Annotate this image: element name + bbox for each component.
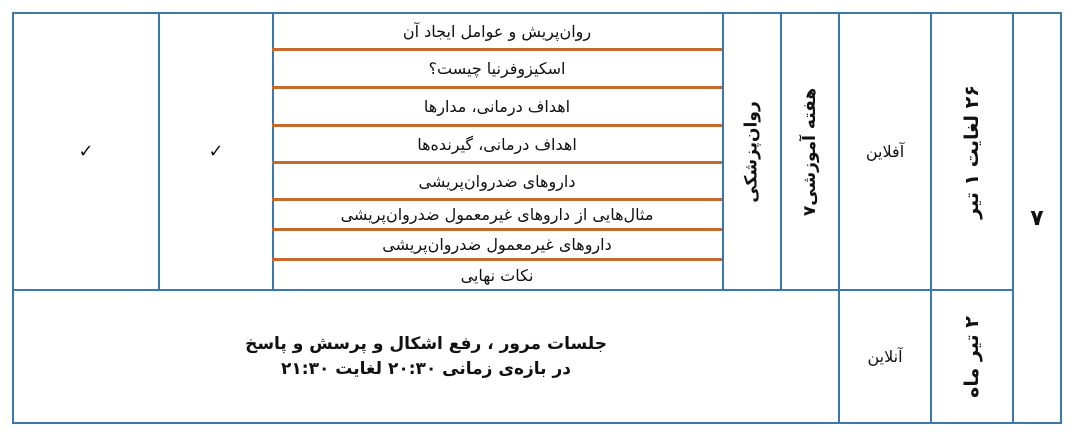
row-number [1014, 14, 1060, 422]
session-time: در بازه‌ی زمانی ۲۰:۳۰ لغایت ۲۱:۳۰ [281, 358, 571, 379]
check-icon [160, 14, 272, 289]
week-cell [782, 14, 838, 289]
date-cell [932, 291, 1012, 422]
subject-text: روان‌پزشکی [742, 100, 763, 203]
topic-item: اهداف درمانی، مدارها [423, 97, 571, 116]
session-title: جلسات مرور ، رفع اشکال و پرسش و پاسخ [245, 333, 607, 354]
week-text: هفته آموزشی۷ [800, 87, 821, 216]
check-mark: ✓ [78, 141, 94, 162]
topic-item: مثال‌هایی از داروهای غیرمعمول ضدروان‌پریشی [340, 205, 654, 224]
subject-cell [724, 14, 780, 289]
mode-text: آنلاین [867, 347, 903, 366]
date-cell [932, 14, 1012, 289]
date-text: ۲ تیر ماه [961, 315, 984, 398]
mode-text: آفلاین [865, 142, 905, 161]
topic-item: داروهای غیرمعمول ضدروان‌پریشی [382, 235, 612, 254]
check-icon [14, 14, 158, 289]
topic-item: داروهای ضدروان‌پریشی [418, 171, 576, 191]
row-number-text: ۷ [1030, 205, 1044, 231]
mode-cell [840, 14, 930, 289]
topic-item: اهداف درمانی، گیرنده‌ها [417, 134, 577, 154]
topic-item: روان‌پریش و عوامل ایجاد آن [402, 21, 592, 41]
session-cell [14, 291, 838, 422]
mode-cell [840, 291, 930, 422]
topic-item: اسکیزوفرنیا چیست؟ [428, 59, 566, 78]
date-text: ۲۶ لغایت ۱ تیر [961, 84, 983, 219]
topic-item: نکات نهایی [460, 265, 534, 285]
check-mark: ✓ [208, 141, 224, 162]
